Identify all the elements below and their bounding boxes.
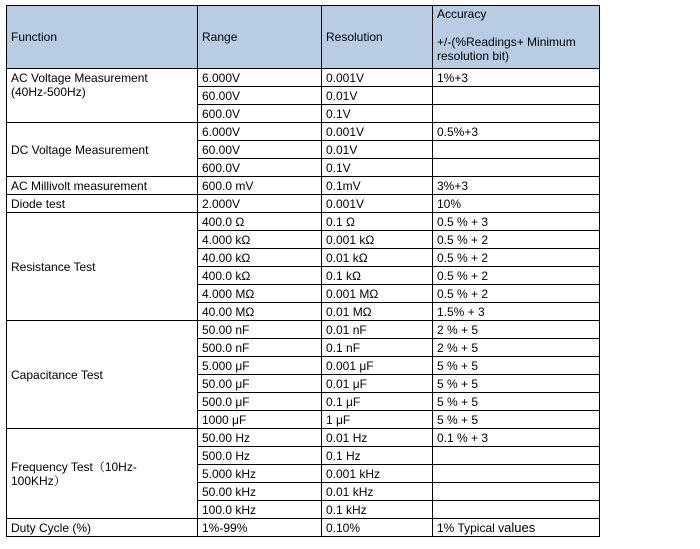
range-cell: 1000 μF [198,411,322,429]
range-cell: 60.00V [198,87,322,105]
table-row [7,195,600,213]
resolution-cell: 0.01V [322,87,433,105]
resolution-cell: 0.01 Hz [322,429,433,447]
accuracy-cell: 3%+3 [433,177,600,195]
range-cell: 600.0V [198,159,322,177]
range-cell: 50.00 Hz [198,429,322,447]
header-range: Range [198,6,322,69]
function-diode: Diode test [7,195,198,213]
resolution-cell: 0.001 kHz [322,465,433,483]
table-row [7,69,600,87]
accuracy-cell: 0.5 % + 2 [433,231,600,249]
accuracy-cell: 10% [433,195,600,213]
accuracy-cell: 5 % + 5 [433,375,600,393]
resolution-cell: 0.1 Ω [322,213,433,231]
resolution-cell: 0.001 μF [322,357,433,375]
accuracy-cell [433,501,600,519]
range-cell: 5.000 μF [198,357,322,375]
range-cell: 50.00 μF [198,375,322,393]
range-cell: 50.00 nF [198,321,322,339]
resolution-cell: 0.01 μF [322,375,433,393]
range-cell: 400.0 Ω [198,213,322,231]
accuracy-cell [433,159,600,177]
range-cell: 40.00 kΩ [198,249,322,267]
resolution-cell: 0.001V [322,123,433,141]
accuracy-cell: 0.5%+3 [433,123,600,141]
accuracy-cell: 1.5% + 3 [433,303,600,321]
resolution-cell: 0.01 kΩ [322,249,433,267]
accuracy-cell [433,105,600,123]
range-cell: 50.00 kHz [198,483,322,501]
range-cell: 5.000 kHz [198,465,322,483]
function-dc-voltage: DC Voltage Measurement [7,123,198,177]
accuracy-cell [433,519,600,537]
resolution-cell: 0.1 kHz [322,501,433,519]
accuracy-cell: 5 % + 5 [433,393,600,411]
range-cell: 6.000V [198,69,322,87]
resolution-cell: 0.10% [322,519,433,537]
header-accuracy: Accuracy +/-(%Readings+ Minimum resolution bit) [433,6,600,69]
function-resistance: Resistance Test [7,213,198,321]
table-row [7,321,600,339]
range-cell: 4.000 MΩ [198,285,322,303]
range-cell: 4.000 kΩ [198,231,322,249]
table-row [7,213,600,231]
accuracy-cell: 0.5 % + 2 [433,267,600,285]
accuracy-cell: 2 % + 5 [433,321,600,339]
table-row [7,123,600,141]
accuracy-cell: 0.5 % + 3 [433,213,600,231]
accuracy-cell: 1%+3 [433,69,600,87]
accuracy-cell [433,447,600,465]
table-row [7,177,600,195]
resolution-cell: 0.01 nF [322,321,433,339]
function-ac-millivolt: AC Millivolt measurement [7,177,198,195]
accuracy-cell [433,483,600,501]
range-cell: 60.00V [198,141,322,159]
accuracy-cell [433,87,600,105]
resolution-cell: 1 μF [322,411,433,429]
range-cell: 500.0 Hz [198,447,322,465]
range-cell: 500.0 μF [198,393,322,411]
accuracy-cell: 5 % + 5 [433,357,600,375]
function-ac-voltage: AC Voltage Measurement (40Hz-500Hz) [7,69,198,123]
accuracy-cell: 0.5 % + 2 [433,249,600,267]
resolution-cell: 0.001V [322,69,433,87]
table-row [7,519,600,537]
resolution-cell: 0.01 MΩ [322,303,433,321]
accuracy-text: 1% Typical v [437,520,505,535]
resolution-cell: 0.001 kΩ [322,231,433,249]
range-cell: 100.0 kHz [198,501,322,519]
accuracy-cell: 0.1 % + 3 [433,429,600,447]
accuracy-cell: 5 % + 5 [433,411,600,429]
resolution-cell: 0.1 nF [322,339,433,357]
resolution-cell: 0.1V [322,105,433,123]
resolution-cell: 0.1 μF [322,393,433,411]
accuracy-cell: 2 % + 5 [433,339,600,357]
header-function: Function [7,6,198,69]
range-cell: 500.0 nF [198,339,322,357]
range-cell: 6.000V [198,123,322,141]
range-cell: 600.0 mV [198,177,322,195]
resolution-cell: 0.1mV [322,177,433,195]
resolution-cell: 0.001V [322,195,433,213]
resolution-cell: 0.1 Hz [322,447,433,465]
spec-table [6,5,600,537]
range-cell: 1%-99% [198,519,322,537]
range-cell: 400.0 kΩ [198,267,322,285]
resolution-cell: 0.01 kHz [322,483,433,501]
accuracy-cell [433,141,600,159]
resolution-cell: 0.01V [322,141,433,159]
function-frequency: Frequency Test（10Hz- 100KHz） [7,429,198,519]
resolution-cell: 0.1V [322,159,433,177]
header-resolution: Resolution [322,6,433,69]
accuracy-cell [433,465,600,483]
resolution-cell: 0.1 kΩ [322,267,433,285]
table-row [7,429,600,447]
resolution-cell: 0.001 MΩ [322,285,433,303]
function-duty-cycle: Duty Cycle (%) [7,519,198,537]
range-cell: 600.0V [198,105,322,123]
header-row [7,6,600,69]
accuracy-text-large: alues [504,519,536,535]
function-capacitance: Capacitance Test [7,321,198,429]
range-cell: 2.000V [198,195,322,213]
accuracy-cell: 0.5 % + 2 [433,285,600,303]
range-cell: 40.00 MΩ [198,303,322,321]
